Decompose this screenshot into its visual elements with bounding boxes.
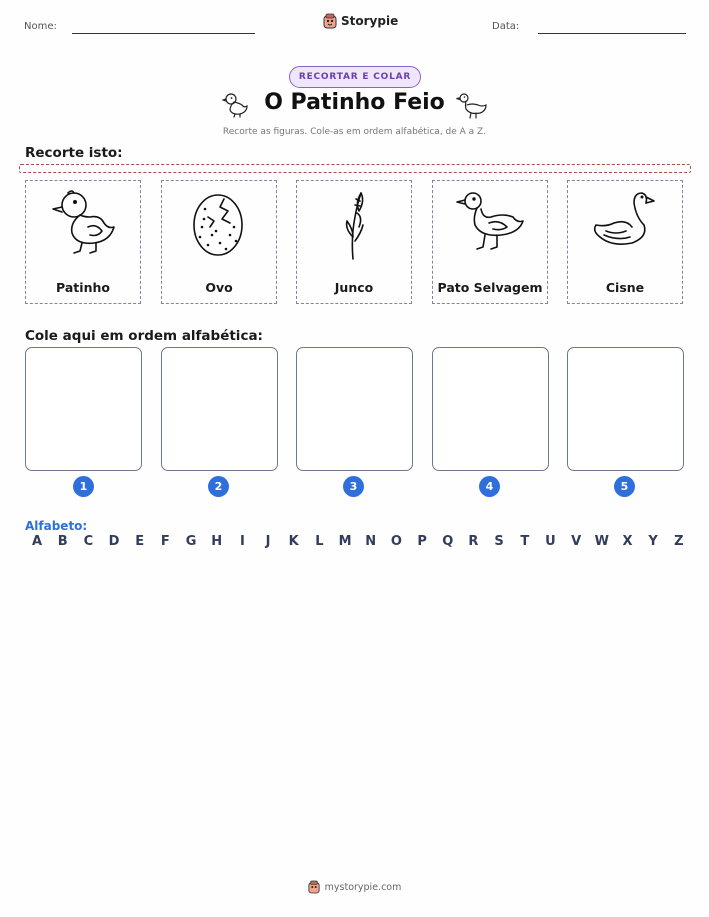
page-title: O Patinho Feio: [264, 90, 445, 115]
cut-card-cisne[interactable]: [567, 180, 683, 304]
card-label: Patinho: [56, 280, 110, 295]
alphabet-letter: Z: [674, 534, 684, 549]
alphabet-label: Alfabeto:: [25, 519, 88, 533]
slot-number-badge: 5: [614, 476, 635, 497]
cut-card-ovo[interactable]: [161, 180, 277, 304]
alphabet-letter: D: [108, 534, 120, 549]
date-line: [538, 33, 686, 34]
paste-section-label: Cole aqui em ordem alfabética:: [25, 328, 263, 344]
paste-slot-3[interactable]: [296, 347, 413, 471]
alphabet-letter: L: [315, 534, 324, 549]
cut-card-junco[interactable]: [296, 180, 412, 304]
cut-line: [19, 164, 691, 173]
alphabet-letter: K: [288, 534, 299, 549]
alphabet-letter: E: [135, 534, 145, 549]
alphabet-letter: V: [571, 534, 582, 549]
duckling-icon: [44, 187, 124, 257]
alphabet-letter: I: [239, 534, 245, 549]
paste-slot-5[interactable]: [567, 347, 684, 471]
alphabet-letter: W: [594, 534, 609, 549]
cut-card-patinho[interactable]: [25, 180, 141, 304]
alphabet-letter: Y: [648, 534, 658, 549]
card-label: Junco: [334, 280, 374, 295]
alphabet-letter: X: [622, 534, 633, 549]
alphabet-letter: F: [160, 534, 170, 549]
slot-number-badge: 3: [343, 476, 364, 497]
alphabet-letter: T: [520, 534, 530, 549]
alphabet-letter: S: [494, 534, 504, 549]
alphabet-letter: M: [338, 534, 352, 549]
alphabet-letter: C: [83, 534, 94, 549]
alphabet-letter: A: [31, 534, 43, 549]
brand-name: Storypie: [341, 14, 399, 28]
paste-slot-1[interactable]: [25, 347, 142, 471]
activity-badge: RECORTAR E COLAR: [289, 66, 421, 88]
slot-number-badge: 2: [208, 476, 229, 497]
duck-icon: [456, 92, 488, 120]
cut-section-label: Recorte isto:: [25, 145, 123, 161]
footer: [0, 880, 709, 894]
egg-icon: [180, 187, 260, 257]
alphabet-letter: Q: [442, 534, 454, 549]
paste-slot-4[interactable]: [432, 347, 549, 471]
cut-card-pato-selvagem[interactable]: [432, 180, 548, 304]
alphabet-letter: B: [57, 534, 68, 549]
alphabet-letter: N: [365, 534, 377, 549]
footer-url[interactable]: mystorypie.com: [324, 881, 402, 893]
card-label: Pato Selvagem: [437, 280, 543, 295]
alphabet-letter: O: [390, 534, 402, 549]
alphabet-letter: J: [265, 534, 271, 549]
name-line: [72, 33, 255, 34]
storypie-mascot-icon: [308, 880, 320, 894]
name-label: Nome:: [24, 21, 57, 32]
alphabet-letter: U: [545, 534, 556, 549]
date-label: Data:: [492, 21, 520, 32]
slot-number-badge: 4: [479, 476, 500, 497]
alphabet-letter: G: [185, 534, 197, 549]
slot-number-badge: 1: [73, 476, 94, 497]
alphabet-row: [28, 534, 688, 549]
brand-logo: [323, 13, 398, 29]
alphabet-letter: R: [468, 534, 479, 549]
storypie-mascot-icon: [323, 13, 337, 29]
reed-icon: [315, 187, 395, 261]
card-label: Cisne: [605, 280, 645, 295]
card-label: Ovo: [205, 280, 233, 295]
paste-slot-2[interactable]: [161, 347, 278, 471]
instructions: Recorte as figuras. Cole-as em ordem alfabética, de A a Z.: [222, 127, 487, 137]
swan-icon: [586, 187, 666, 257]
alphabet-letter: P: [417, 534, 427, 549]
wild-duck-icon: [451, 187, 531, 257]
alphabet-letter: H: [211, 534, 223, 549]
